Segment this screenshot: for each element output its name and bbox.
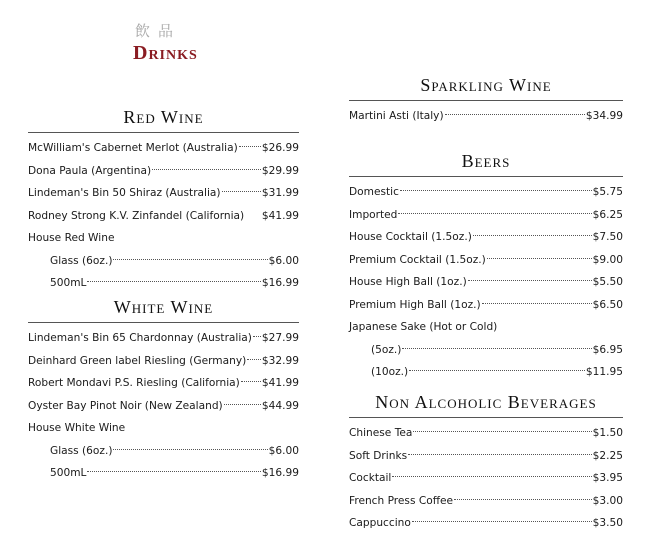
item-price: $26.99 [261,142,299,154]
menu-item [349,339,623,362]
dot-leader [445,114,585,115]
item-name: Rodney Strong K.V. Zinfandel (California) [28,209,245,222]
menu-item [28,272,299,295]
item-price: $3.50 [592,517,623,529]
menu-item [349,249,623,272]
item-name: Japanese Sake (Hot or Cold) [349,321,498,333]
dot-leader [402,348,591,349]
dot-leader [473,235,592,236]
item-price: $6.00 [268,444,299,457]
menu-item [349,204,623,227]
item-list [28,327,299,485]
dot-leader [239,146,261,147]
menu-item [349,316,623,339]
section-divider [28,132,299,133]
section-title: Beers [461,151,511,171]
section-divider [28,322,299,323]
item-name: (5oz.) [371,343,402,356]
item-name: House Cocktail (1.5oz.) [349,231,472,243]
item-price: $3.00 [592,494,623,507]
dot-leader [454,499,592,500]
item-name: French Press Coffee [349,494,454,507]
item-price: $41.99 [261,377,299,389]
section-red-wine [28,107,299,295]
item-list [349,181,623,384]
dot-leader [152,169,261,170]
menu-item [28,205,299,228]
item-name: Lindeman's Bin 50 Shiraz (Australia) [28,187,221,199]
item-name: Chinese Tea [349,427,413,439]
item-price: $41.99 [261,209,299,222]
item-price: $27.99 [261,332,299,344]
item-name: Cappuccino [349,517,411,529]
chinese-title: 飲品 [135,22,182,40]
dot-leader [413,431,591,432]
dot-leader [241,381,261,382]
item-list [349,422,623,535]
item-price: $6.00 [268,254,299,267]
item-price: $44.99 [261,399,299,412]
menu-item [349,181,623,204]
menu-item [349,105,623,128]
section-non-alcoholic-beverages [349,392,623,535]
item-name: Glass (6oz.) [50,444,113,457]
menu-item [349,490,623,513]
section-sparkling-wine [349,75,623,128]
item-name: House Red Wine [28,232,115,244]
section-title: Sparkling Wine [420,75,552,95]
item-name: Dona Paula (Argentina) [28,164,152,177]
section-title: Non Alcoholic Beverages [375,392,597,412]
dot-leader [87,281,260,282]
dot-leader [408,454,592,455]
dot-leader [113,449,267,450]
section-beers [349,151,623,384]
item-name: Lindeman's Bin 65 Chardonnay (Australia) [28,332,252,344]
section-white-wine [28,297,299,485]
menu-item [28,182,299,205]
item-price: $11.95 [585,366,623,378]
menu-item [28,372,299,395]
item-price: $6.50 [592,298,623,311]
dot-leader [409,370,585,371]
item-list [28,137,299,295]
menu-item [349,445,623,468]
item-price: $9.00 [592,253,623,266]
item-price: $32.99 [261,354,299,367]
dot-leader [222,191,261,192]
item-name: Martini Asti (Italy) [349,110,444,122]
item-price: $16.99 [261,467,299,479]
section-title: Red Wine [123,107,204,127]
item-price: $3.95 [592,472,623,484]
item-name: McWilliam's Cabernet Merlot (Australia) [28,142,238,154]
item-name: Domestic [349,186,399,198]
item-name: Oyster Bay Pinot Noir (New Zealand) [28,399,223,412]
dot-leader [247,359,261,360]
item-name: Premium Cocktail (1.5oz.) [349,253,486,266]
menu-header [133,22,198,64]
menu-item [28,440,299,463]
dot-leader [468,280,592,281]
menu-item [28,160,299,183]
dot-leader [392,476,591,477]
page-title: Drinks [133,42,198,64]
dot-leader [113,259,267,260]
item-name: 500mL [50,277,87,289]
section-divider [349,100,623,101]
item-price: $6.95 [592,343,623,356]
dot-leader [87,471,260,472]
section-divider [349,176,623,177]
dot-leader [482,303,592,304]
menu-item [28,327,299,350]
menu-item [349,467,623,490]
item-name: House White Wine [28,422,126,434]
item-price: $2.25 [592,449,623,462]
menu-item [349,226,623,249]
item-price: $7.50 [592,231,623,243]
item-price: $29.99 [261,164,299,177]
item-name: Soft Drinks [349,449,408,462]
menu-item [349,271,623,294]
item-price: $34.99 [585,110,623,122]
menu-item [28,227,299,250]
dot-leader [224,404,261,405]
menu-item [349,294,623,317]
menu-item [28,417,299,440]
menu-item [349,361,623,384]
item-price: $5.75 [592,186,623,198]
item-name: Deinhard Green label Riesling (Germany) [28,354,247,367]
menu-item [28,250,299,273]
item-list [349,105,623,128]
menu-item [28,462,299,485]
item-name: House High Ball (1oz.) [349,276,467,288]
item-name: Robert Mondavi P.S. Riesling (California) [28,377,240,389]
dot-leader [487,258,592,259]
dot-leader [412,521,592,522]
menu-item [28,395,299,418]
item-price: $1.50 [592,427,623,439]
item-price: $6.25 [592,208,623,221]
item-name: 500mL [50,467,87,479]
item-name: Premium High Ball (1oz.) [349,298,481,311]
dot-leader [400,190,592,191]
menu-item [349,512,623,535]
item-name: Glass (6oz.) [50,254,113,267]
item-name: Imported [349,208,398,221]
item-name: Cocktail [349,472,392,484]
item-name: (10oz.) [371,366,409,378]
section-divider [349,417,623,418]
item-price: $16.99 [261,277,299,289]
menu-item [28,137,299,160]
section-title: White Wine [113,297,214,317]
dot-leader [398,213,591,214]
menu-item [28,350,299,373]
item-price: $5.50 [592,276,623,288]
item-price: $31.99 [261,187,299,199]
dot-leader [253,336,261,337]
menu-item [349,422,623,445]
